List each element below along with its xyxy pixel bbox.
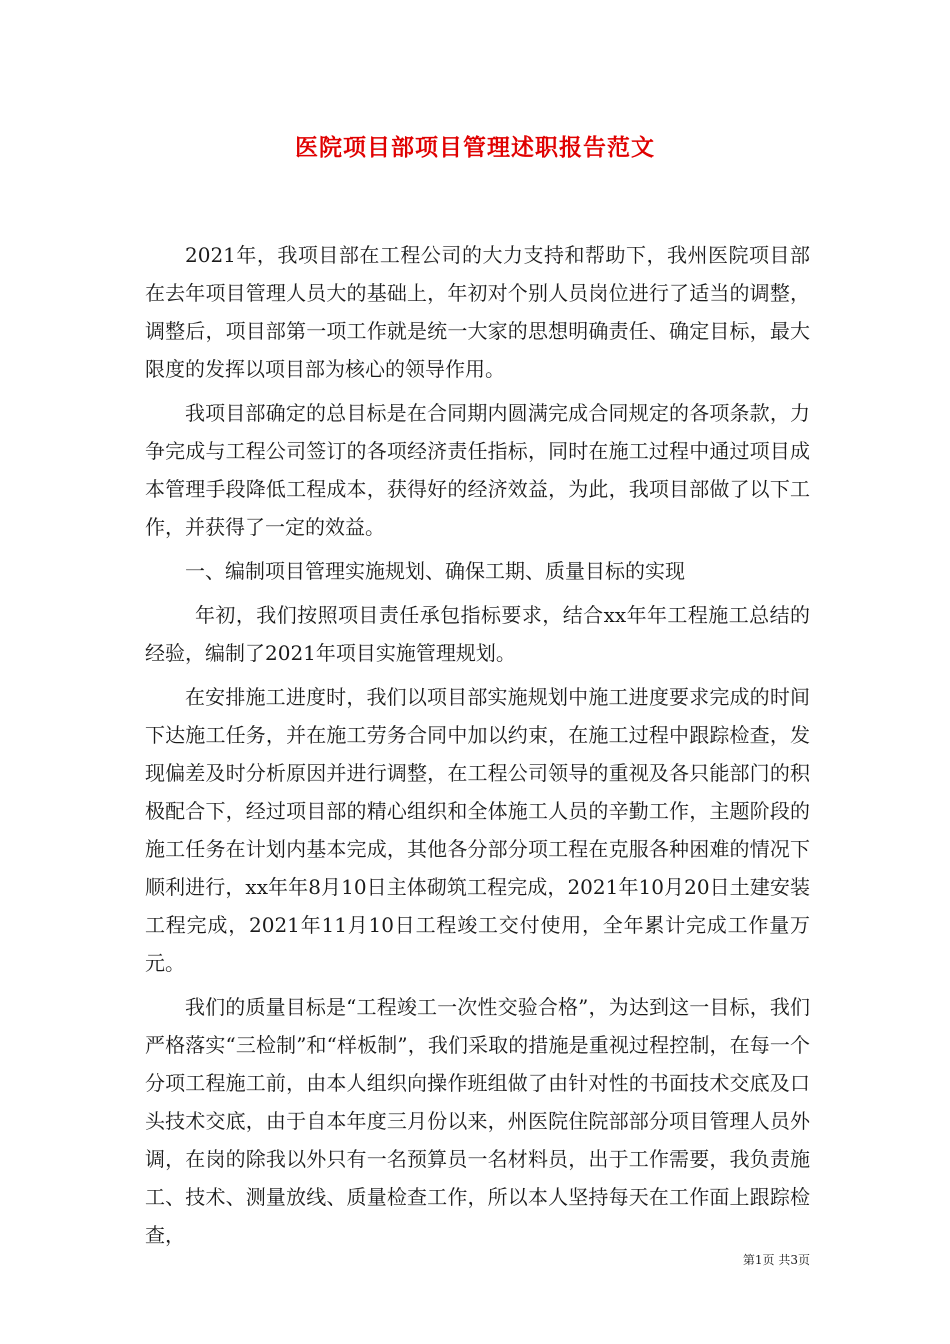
- page-number: 第1页 共3页: [742, 1253, 810, 1267]
- document-body: [145, 236, 810, 1260]
- document-title: 医院项目部项目管理述职报告范文: [295, 134, 655, 161]
- section-heading: 一、编制项目管理实施规划、确保工期、质量目标的实现: [185, 559, 685, 583]
- paragraph: 我们的质量目标是“工程竣工一次性交验合格”，为达到这一目标，我们严格落实“三检制”和“样板制”，我们采取的措施是重视过程控制，在每一个分项工程施工前，由本人组织向操作班组做了由针对性的书面技术交底及口头技术交底，由于自本年度三月份以来，州医院住院部部分项目管理人员外调，在岗的除我以外只有一名预算员一名材料员，出于工作需要，我负责施工、技术、测量放线、质量检查工作，所以本人坚持每天在工作面上跟踪检查，: [145, 995, 810, 1247]
- paragraph: 年初，我们按照项目责任承包指标要求，结合xx年年工程施工总结的经验，编制了2021年项目实施管理规划。: [145, 603, 810, 665]
- paragraph: 我项目部确定的总目标是在合同期内圆满完成合同规定的各项条款，力争完成与工程公司签订的各项经济责任指标，同时在施工过程中通过项目成本管理手段降低工程成本，获得好的经济效益，为此，我项目部做了以下工作，并获得了一定的效益。: [145, 401, 810, 539]
- paragraph: 2021年，我项目部在工程公司的大力支持和帮助下，我州医院项目部在去年项目管理人员大的基础上，年初对个别人员岗位进行了适当的调整，调整后，项目部第一项工作就是统一大家的思想明确责任、确定目标，最大限度的发挥以项目部为核心的领导作用。: [145, 243, 810, 381]
- paragraph: 在安排施工进度时，我们以项目部实施规划中施工进度要求完成的时间下达施工任务，并在施工劳务合同中加以约束，在施工过程中跟踪检查，发现偏差及时分析原因并进行调整，在工程公司领导的重视及各只能部门的积极配合下，经过项目部的精心组织和全体施工人员的辛勤工作，主题阶段的施工任务在计划内基本完成，其他各分部分项工程在克服各种困难的情况下顺利进行，xx年年8月10日主体砌筑工程完成，2021年10月20日土建安装工程完成，2021年11月10日工程竣工交付使用，全年累计完成工作量万元。: [145, 685, 810, 975]
